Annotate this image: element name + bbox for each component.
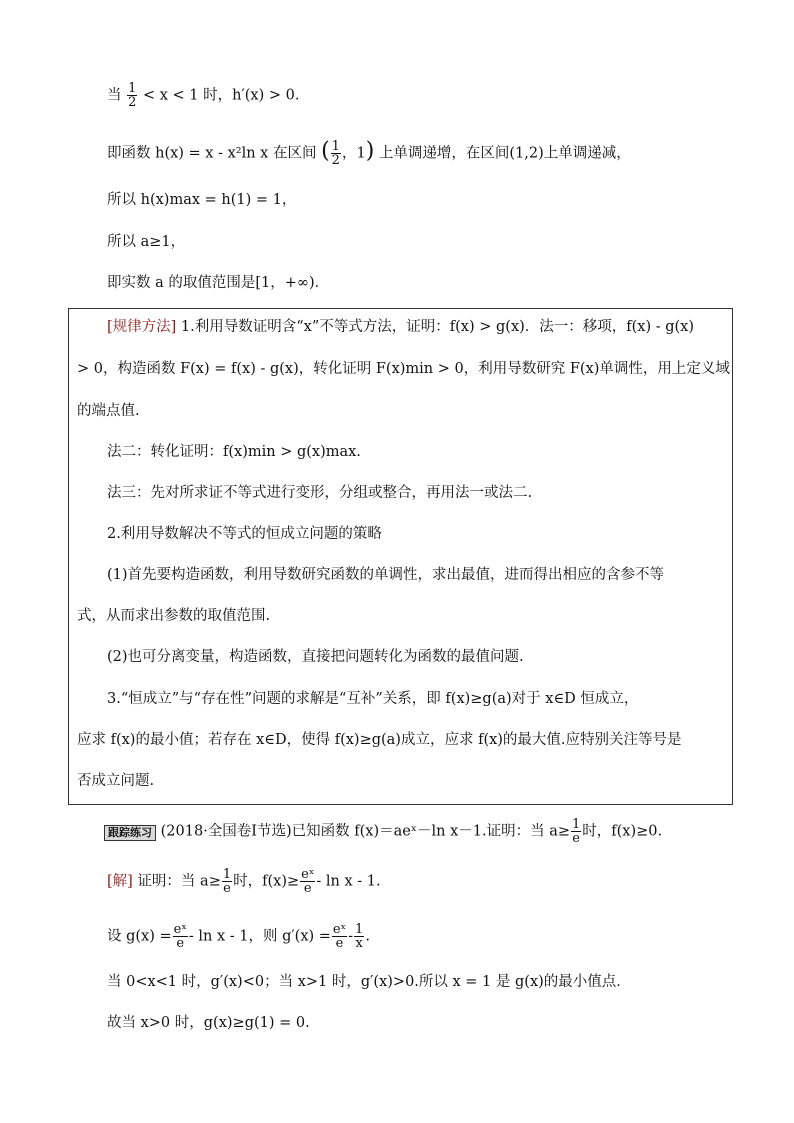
- text: 设 g(x) =: [107, 928, 172, 945]
- box-p4: 2.利用导数解决不等式的恒成立问题的策略: [107, 526, 382, 542]
- text: (2018·全国卷Ⅰ节选)已知函数 f(x)＝aeˣ－ln x－1.证明：当 a≥: [160, 823, 570, 840]
- text: 证明：当 a≥: [132, 873, 221, 890]
- fraction-1-over-e: [571, 818, 581, 845]
- frac-den: e: [335, 936, 344, 951]
- frac-num: 1: [355, 922, 364, 937]
- text: < x < 1 时，h′(x) > 0.: [143, 87, 300, 104]
- paren-open: (: [321, 138, 330, 164]
- solution-line-3: 当 0<x<1 时，g′(x)<0；当 x>1 时，g′(x)>0.所以 x = 1 是 g(x)的最小值点．: [107, 974, 631, 990]
- box-p7c: 否成立问题.: [77, 773, 155, 789]
- rule-label: [规律方法]: [107, 319, 177, 335]
- fraction: [354, 923, 364, 950]
- frac-num: eˣ: [301, 867, 315, 882]
- frac-num: 1: [572, 817, 581, 832]
- frac-den: e: [303, 881, 312, 896]
- fraction-half: [331, 140, 341, 167]
- frac-num: 1: [222, 867, 232, 882]
- frac-num: eˣ: [173, 922, 187, 937]
- line-a-ge-1: 所以 a≥1，: [107, 234, 186, 250]
- frac-den: e: [572, 831, 580, 846]
- paren-close: ): [365, 138, 375, 164]
- box-p1c: 的端点值.: [77, 403, 140, 419]
- line-hmax: 所以 h(x)max = h(1) = 1，: [107, 192, 297, 208]
- text: 即函数 h(x) = x - x²ln x 在区间: [107, 145, 317, 162]
- solution-line-4: 故当 x>0 时，g(x)≥g(1) = 0.: [107, 1015, 310, 1031]
- fraction: [332, 923, 347, 950]
- box-p1b: > 0，构造函数 F(x) = f(x) - g(x)，转化证明 F(x)min > 0，利用导数研究 F(x)单调性，用上定义域: [77, 361, 730, 377]
- box-p1a: [107, 317, 694, 337]
- frac-den: 2: [331, 153, 340, 168]
- text: ，1: [341, 145, 366, 162]
- practice-problem: [104, 818, 662, 845]
- line-monotonic: [107, 140, 631, 167]
- solution-label: [解]: [107, 873, 133, 890]
- text: -: [348, 928, 354, 945]
- text: 上单调递增，在区间(1,2)上单调递减，: [378, 145, 631, 162]
- text: 时，f(x)≥0.: [582, 823, 663, 840]
- frac-num: 1: [128, 81, 137, 96]
- text: 当: [107, 87, 122, 104]
- box-p5b: 式，从而求出参数的取值范围.: [77, 608, 271, 624]
- frac-num: 1: [331, 139, 340, 154]
- fraction: [173, 923, 188, 950]
- line-range: 即实数 a 的取值范围是[1，+∞)．: [107, 275, 330, 291]
- box-p7b: 应求 f(x)的最小值；若存在 x∈D，使得 f(x)≥g(a)成立，应求 f(x)的最大值.应特别关注等号是: [77, 732, 682, 748]
- frac-den: e: [176, 936, 185, 951]
- box-p7a: 3.“恒成立”与“存在性”问题的求解是“互补”关系，即 f(x)≥g(a)对于 x∈D 恒成立，: [107, 691, 639, 707]
- box-p3: 法三：先对所求证不等式进行变形，分组或整合，再用法一或法二.: [107, 485, 533, 501]
- line-h-derivative: [107, 82, 299, 109]
- solution-line-1: [107, 868, 381, 895]
- text: - ln x - 1，则 g′(x) =: [188, 928, 331, 945]
- box-p5a: (1)首先要构造函数，利用导数研究函数的单调性，求出最值，进而得出相应的含参不等: [107, 567, 665, 583]
- method-box: [68, 308, 733, 805]
- fraction: [300, 868, 315, 895]
- practice-tag: 跟踪练习: [104, 825, 156, 841]
- frac-den: e: [223, 881, 231, 896]
- solution-line-2: [107, 923, 370, 950]
- frac-den: x: [355, 936, 363, 951]
- text: 1.利用导数证明含“x”不等式方法，证明：f(x) > g(x)．法一：移项，f(x) - g(x): [176, 319, 695, 335]
- text: - ln x - 1.: [316, 873, 381, 890]
- box-p2: 法二：转化证明：f(x)min > g(x)max.: [107, 444, 361, 460]
- frac-den: 2: [128, 95, 137, 110]
- frac-num: eˣ: [332, 922, 347, 937]
- text: .: [365, 928, 370, 945]
- box-p6: (2)也可分离变量，构造函数，直接把问题转化为函数的最值问题.: [107, 649, 524, 665]
- text: 时，f(x)≥: [233, 873, 300, 890]
- fraction-half: [127, 82, 137, 109]
- fraction: [222, 868, 232, 895]
